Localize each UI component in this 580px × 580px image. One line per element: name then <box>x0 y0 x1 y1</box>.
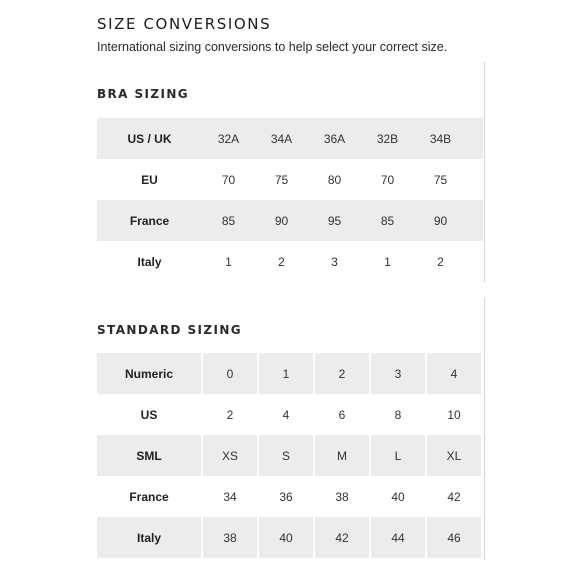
table-cell: S <box>259 435 313 476</box>
row-label-sml: SML <box>97 435 201 476</box>
clipped-cell <box>467 241 483 282</box>
table-cell: 4 <box>282 407 290 422</box>
table-cell: 40 <box>391 489 405 504</box>
table-row <box>97 517 481 558</box>
page-subtitle: International sizing conversions to help select your correct size. <box>97 40 448 54</box>
table-cell: 3 <box>331 254 338 269</box>
table-cell: 0 <box>203 353 257 394</box>
table-row <box>97 200 483 241</box>
table-cell: XL <box>427 435 481 476</box>
bra-sizing-heading: BRA SIZING <box>97 87 190 101</box>
page-title: SIZE CONVERSIONS <box>97 15 272 33</box>
table-cell: 70 <box>221 172 236 187</box>
clipped-cell <box>467 118 483 159</box>
table-cell: 34 <box>223 489 237 504</box>
table-cell: 10 <box>447 407 461 422</box>
table-cell: 70 <box>380 172 395 187</box>
table-cell: 3 <box>371 353 425 394</box>
table-cell: 36 <box>279 489 293 504</box>
table-cell: 2 <box>226 407 234 422</box>
table-cell: 75 <box>274 172 289 187</box>
table-cell: 90 <box>414 200 467 241</box>
table-cell: 85 <box>202 200 255 241</box>
table-cell: 38 <box>203 517 257 558</box>
table-cell: 46 <box>427 517 481 558</box>
table-cell: XS <box>203 435 257 476</box>
bra-sizing-table <box>97 118 483 282</box>
standard-sizing-heading: STANDARD SIZING <box>97 323 243 337</box>
standard-table-scroll-edge <box>484 298 485 560</box>
row-label-italy: Italy <box>97 517 201 558</box>
table-cell: L <box>371 435 425 476</box>
table-cell: M <box>315 435 369 476</box>
table-cell: 32B <box>361 118 414 159</box>
table-cell: 34A <box>255 118 308 159</box>
table-cell: 4 <box>427 353 481 394</box>
table-cell: 6 <box>338 407 346 422</box>
table-cell: 8 <box>394 407 402 422</box>
table-cell: 1 <box>259 353 313 394</box>
table-cell: 1 <box>384 254 391 269</box>
table-cell: 38 <box>335 489 349 504</box>
standard-sizing-table <box>95 353 483 558</box>
table-row <box>97 241 483 282</box>
clipped-cell <box>467 159 483 200</box>
table-cell: 34B <box>414 118 467 159</box>
table-cell: 80 <box>327 172 342 187</box>
clipped-cell <box>467 200 483 241</box>
table-row <box>97 353 481 394</box>
table-cell: 36A <box>308 118 361 159</box>
table-cell: 42 <box>315 517 369 558</box>
row-label-eu: EU <box>141 172 158 187</box>
table-row <box>97 394 481 435</box>
table-cell: 44 <box>371 517 425 558</box>
bra-table-scroll-edge <box>484 62 485 282</box>
row-label-us: US <box>140 407 158 422</box>
table-cell: 32A <box>202 118 255 159</box>
table-cell: 90 <box>255 200 308 241</box>
table-row <box>97 159 483 200</box>
table-cell: 40 <box>259 517 313 558</box>
table-row <box>97 435 481 476</box>
table-cell: 95 <box>308 200 361 241</box>
table-cell: 42 <box>447 489 461 504</box>
table-cell: 2 <box>437 254 444 269</box>
row-label-numeric: Numeric <box>97 353 201 394</box>
table-cell: 2 <box>278 254 285 269</box>
table-cell: 75 <box>433 172 448 187</box>
table-cell: 85 <box>361 200 414 241</box>
table-cell: 1 <box>225 254 232 269</box>
row-label-france: France <box>129 489 169 504</box>
row-label-us-uk: US / UK <box>97 118 202 159</box>
row-label-france: France <box>97 200 202 241</box>
table-row <box>97 476 481 517</box>
table-cell: 2 <box>315 353 369 394</box>
table-row <box>97 118 483 159</box>
row-label-italy: Italy <box>137 254 162 269</box>
